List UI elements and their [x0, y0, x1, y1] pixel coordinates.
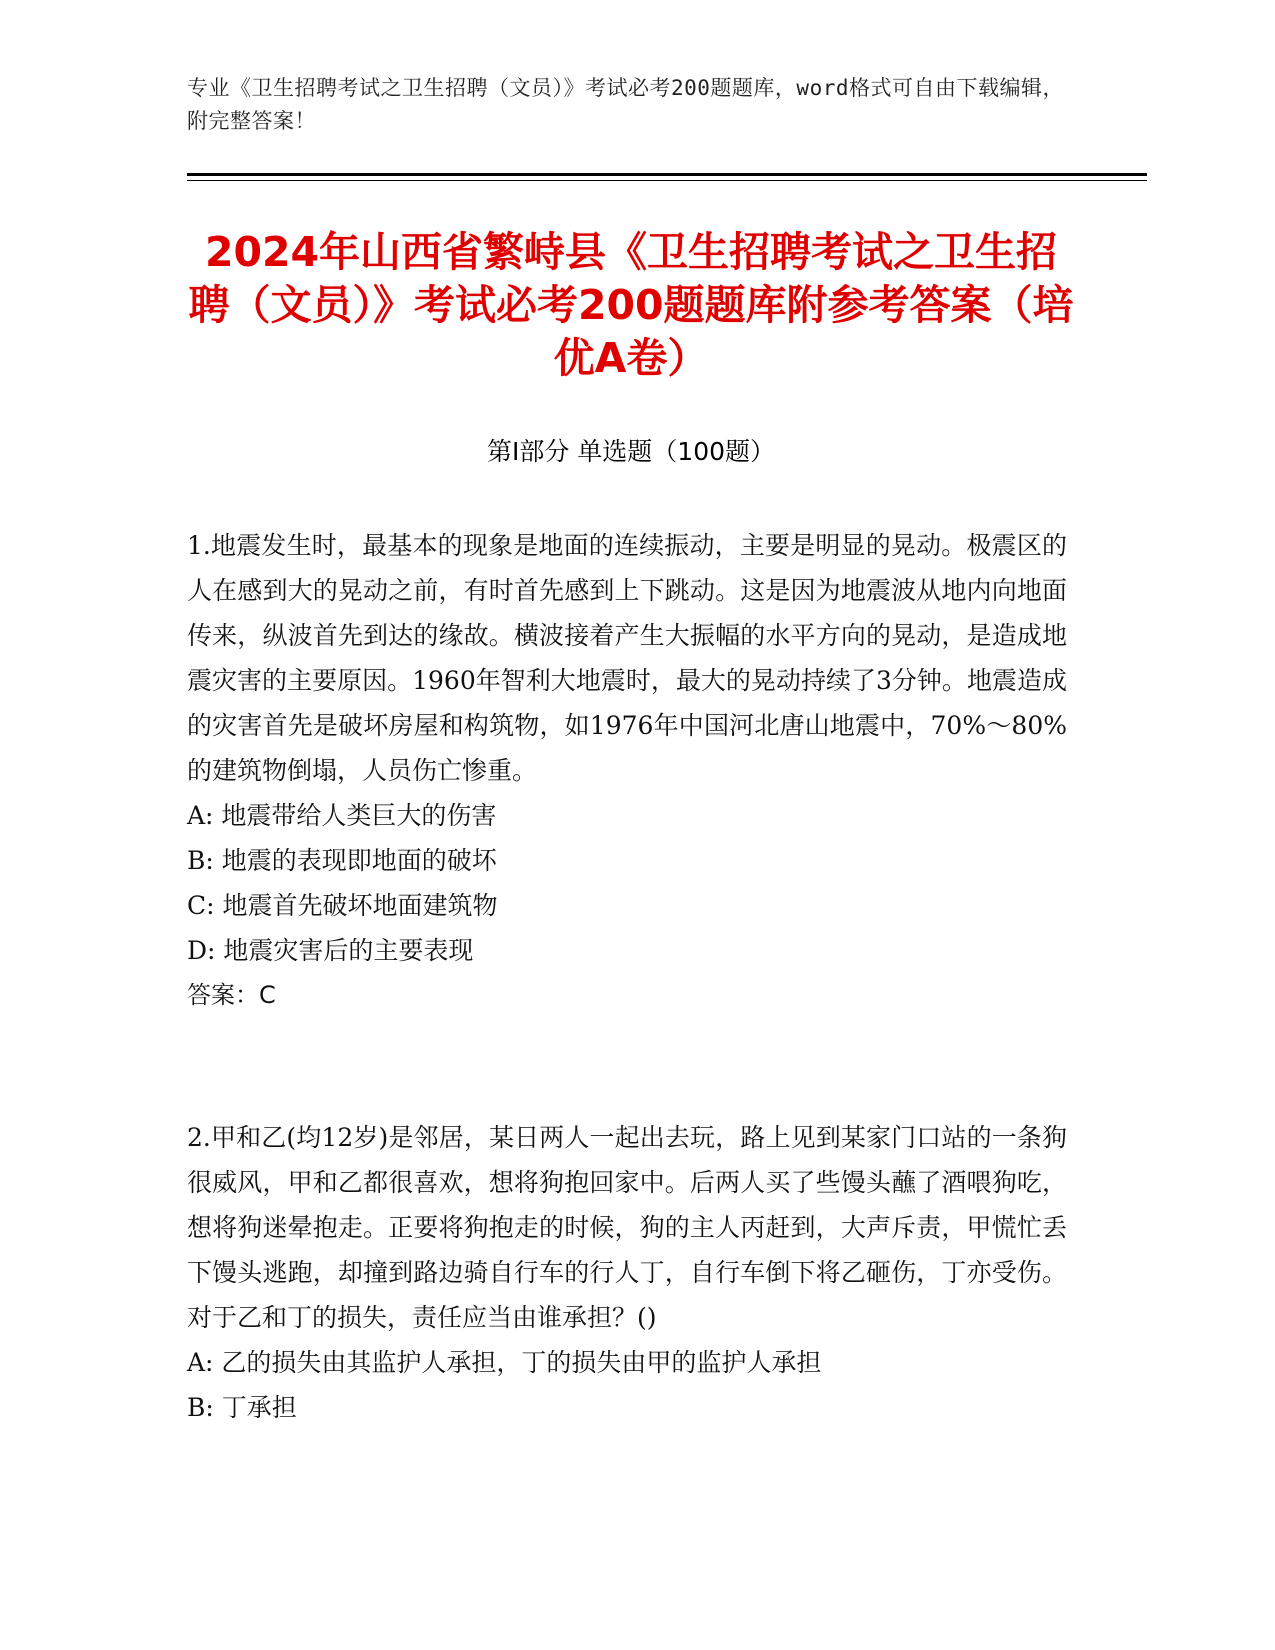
document-title: 2024年山西省繁峙县《卫生招聘考试之卫生招聘（文员）》考试必考200题题库附参考答案（培优A卷） [188, 228, 1074, 382]
header-note: 专业《卫生招聘考试之卫生招聘（文员）》考试必考200题题库，word格式可自由下载编辑，附完整答案！ [187, 76, 1064, 133]
question-1 [187, 523, 1067, 1018]
header-rule-thick [187, 173, 1147, 176]
header-rule-thin [187, 180, 1147, 181]
option-a: A: 地震带给人类巨大的伤害 [187, 801, 497, 830]
option-c: C: 地震首先破坏地面建筑物 [187, 891, 498, 920]
option-a: A: 乙的损失由其监护人承担，丁的损失由甲的监护人承担 [187, 1348, 822, 1377]
option-b: B: 地震的表现即地面的破坏 [187, 846, 497, 875]
option-b: B: 丁承担 [187, 1393, 297, 1422]
answer-line: 答案：C [187, 981, 276, 1009]
question-stem: 1.地震发生时，最基本的现象是地面的连续振动，主要是明显的晃动。极震区的人在感到大的晃动之前，有时首先感到上下跳动。这是因为地震波从地内向地面传来，纵波首先到达的缘故。横波接着产生大振幅的水平方向的晃动，是造成地震灾害的主要原因。1960年智利大地震时，最大的晃动持续了3分钟。地震造成的灾害首先是破坏房屋和构筑物，如1976年中国河北唐山地震中，70%～80%的建筑物倒塌，人员伤亡惨重。 [187, 531, 1067, 785]
question-2 [187, 1115, 1067, 1430]
section-heading: 第I部分 单选题（100题） [486, 437, 776, 466]
question-stem: 2.甲和乙(均12岁)是邻居，某日两人一起出去玩，路上见到某家门口站的一条狗很威风，甲和乙都很喜欢，想将狗抱回家中。后两人买了些馒头蘸了酒喂狗吃，想将狗迷晕抱走。正要将狗抱走的时候，狗的主人丙赶到，大声斥责，甲慌忙丢下馒头逃跑，却撞到路边骑自行车的行人丁，自行车倒下将乙砸伤，丁亦受伤。对于乙和丁的损失，责任应当由谁承担？() [187, 1123, 1067, 1332]
option-d: D: 地震灾害后的主要表现 [187, 936, 474, 965]
